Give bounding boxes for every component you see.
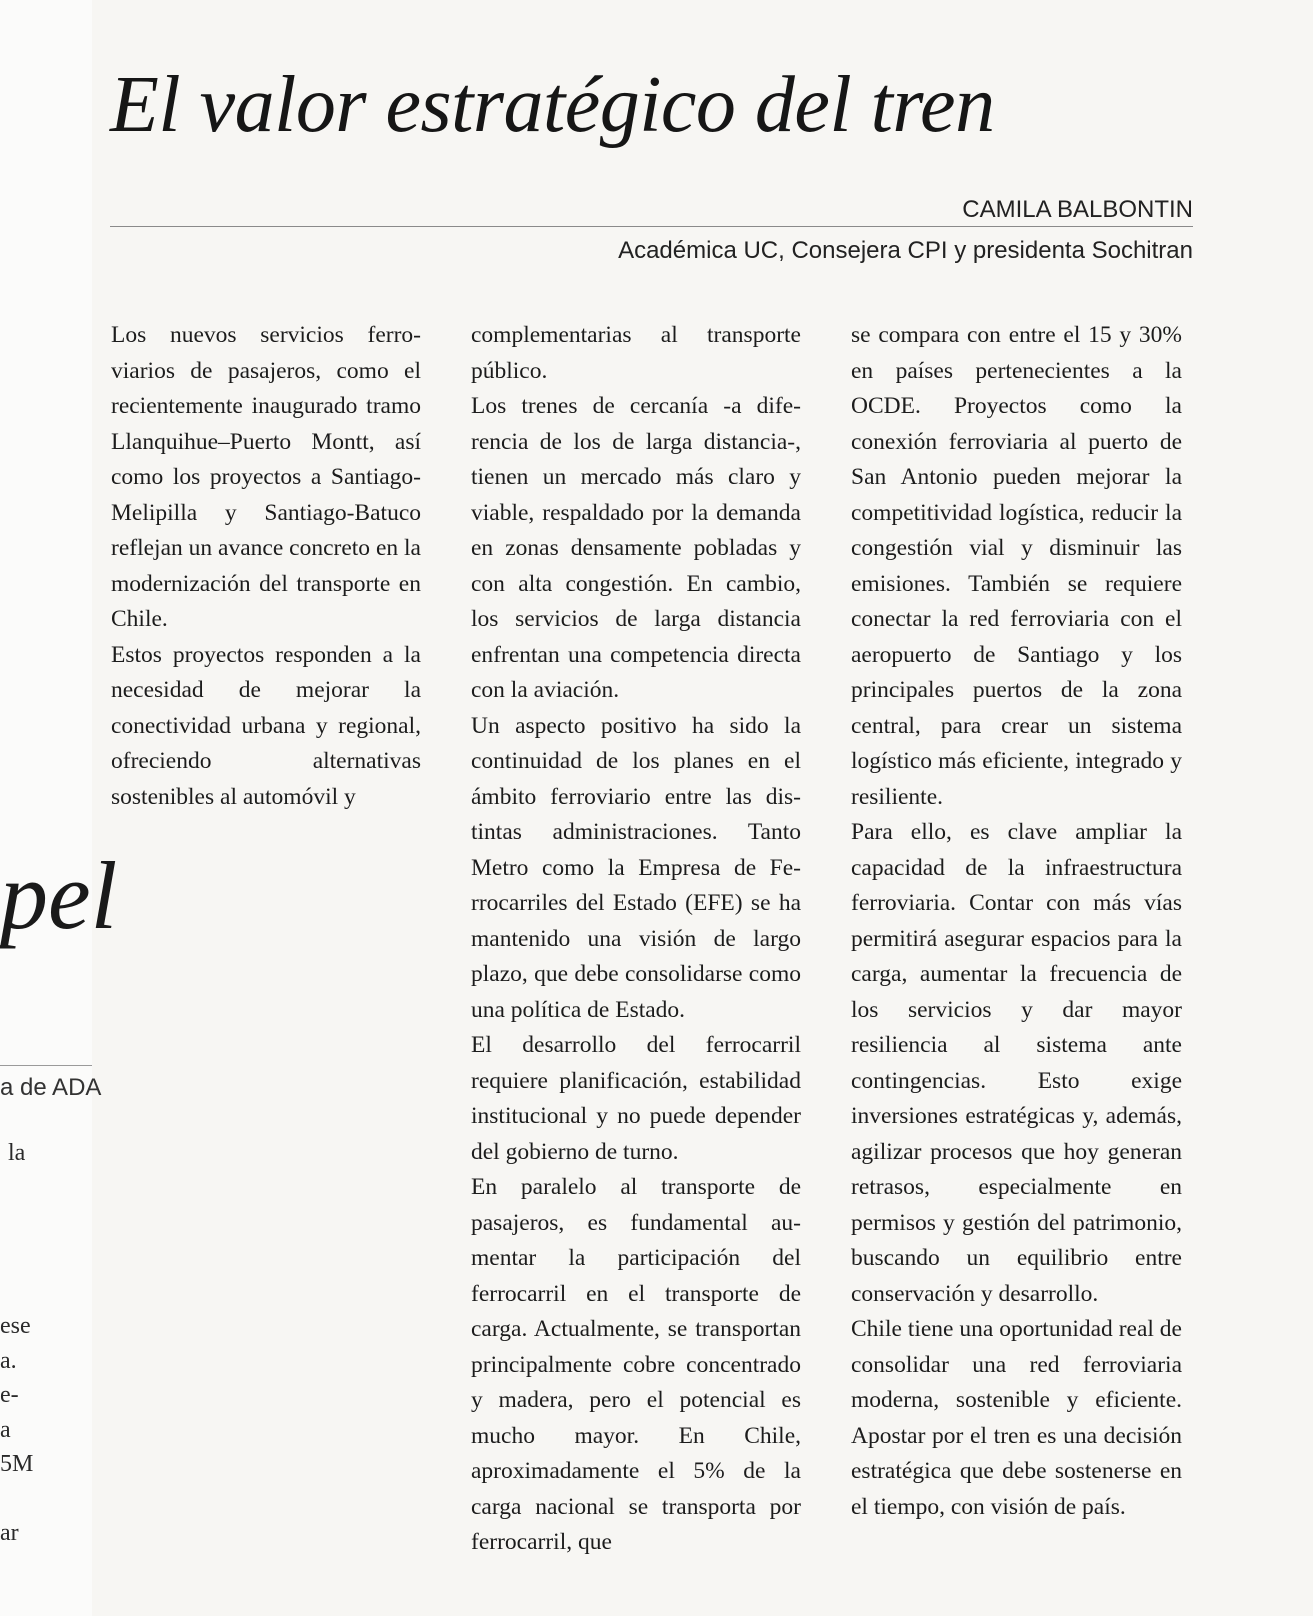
paragraph: Un aspecto positivo ha sido la continuidad de los planes en el ámbito ferroviario entre las distintas administraciones. Tanto Metro como la Empresa de Ferrocarriles del Estado (EFE) se ha mantenido una visión de largo plazo, que debe consolidarse como una política de Estado. bbox=[471, 712, 801, 1023]
adjacent-text-fragment: ar bbox=[0, 1520, 19, 1546]
paragraph: Estos proyectos responden a la necesidad de mejorar la conectividad urbana y regional, ofreciendo alternativas sostenibles al automóvil y bbox=[111, 641, 421, 810]
paragraph: Para ello, es clave ampliar la capacidad de la infraestructura ferroviaria. Contar con más vías permitirá asegurar espacios para la carga, aumentar la frecuencia de los servicios y dar mayor resiliencia al sistema ante contingencias. Esto exige inversiones estratégicas y, además, agilizar procesos que hoy generan retrasos, especialmente en permisos y gestión del patrimonio, buscando un equilibrio entre conservación y desarrollo. bbox=[851, 819, 1182, 1307]
adjacent-text-fragment: ese bbox=[0, 1313, 31, 1339]
adjacent-text-fragment: e- bbox=[0, 1382, 19, 1408]
paragraph: Los trenes de cercanía -a diferencia de los de larga distancia-, tienen un mercado más claro y viable, respaldado por la demanda en zonas densamente pobladas y con alta congestión. En cambio, los servicios de larga distancia enfrentan una competencia directa con la aviación. bbox=[471, 393, 801, 703]
article-headline: El valor estratégico del tren bbox=[110, 61, 995, 149]
adjacent-headline-fragment: pel bbox=[0, 842, 118, 949]
article-column-3 bbox=[851, 318, 1182, 1525]
paragraph: Chile tiene una oportunidad real de consolidar una red ferroviaria moderna, sostenible y eficiente. Apostar por el tren es una decisión estratégica que debe sostenerse en el tiempo, con visión de país. bbox=[851, 1316, 1182, 1520]
adjacent-text-fragment: a. bbox=[0, 1348, 17, 1374]
paragraph: complementarias al transporte público. bbox=[471, 322, 801, 384]
paragraph: El desarrollo del ferrocarril requiere planificación, estabilidad institucional y no puede depender del gobierno de turno. bbox=[471, 1032, 801, 1165]
article-column-1 bbox=[111, 318, 421, 815]
paragraph: Los nuevos servicios ferroviarios de pasajeros, como el recientemente inaugurado tramo Llanquihue–Puerto Montt, así como los proyectos a Santiago-Melipilla y Santiago-Batuco reflejan un avance concreto en la modernización del transporte en Chile. bbox=[111, 322, 421, 632]
article-column-2 bbox=[471, 318, 801, 1561]
adjacent-divider bbox=[0, 1065, 92, 1066]
adjacent-text-fragment: a bbox=[0, 1417, 11, 1443]
paragraph: En paralelo al transporte de pasajeros, es fundamental aumentar la participación del ferrocarril en el transporte de carga. Actualmente, se transportan principalmente cobre concentrado y madera, pero el potencial es mucho mayor. En Chile, aproximadamente el 5% de la carga nacional se transporta por ferrocarril, que bbox=[471, 1174, 801, 1555]
author-role: Académica UC, Consejera CPI y presidenta Sochitran bbox=[618, 237, 1193, 264]
paragraph: se compara con entre el 15 y 30% en países pertenecientes a la OCDE. Proyectos como la conexión ferroviaria al puerto de San Antonio pueden mejorar la competitividad logística, reducir la congestión vial y disminuir las emisiones. También se requiere conectar la red ferroviaria con el aeropuerto de Santiago y los principales puertos de la zona central, para crear un sistema logístico más eficiente, integrado y resiliente. bbox=[851, 322, 1182, 810]
adjacent-text-fragment: la bbox=[8, 1140, 26, 1166]
adjacent-article-fragment bbox=[0, 0, 118, 1616]
author-name: CAMILA BALBONTIN bbox=[962, 196, 1193, 223]
adjacent-text-fragment: 5M bbox=[0, 1451, 34, 1477]
byline-divider bbox=[110, 226, 1193, 227]
adjacent-byline-fragment: a de ADA bbox=[0, 1074, 102, 1101]
